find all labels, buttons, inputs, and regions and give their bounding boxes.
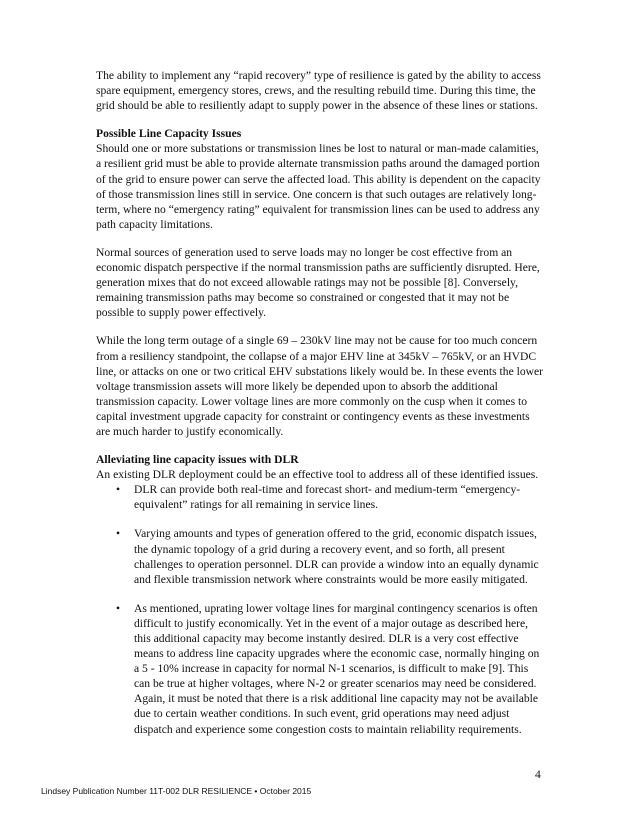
bullet-icon: • <box>116 483 121 497</box>
bullet-icon: • <box>116 601 121 615</box>
paragraph-long-term-outage: While the long term outage of a single 69 – 230kV line may not be cause for too much concern from a resiliency standpoint, the collapse of a major EHV line at 345kV – 765kV, or an HVDC line, or attacks on one or two critical EHV substations likely would be. In these events the lower voltage transmission assets will more likely be depended upon to absorb the additional transmission capacity. Lower voltage lines are more commonly on the cusp when it comes to capital investment upgrade capacity for constraint or contingency events as these investments are much harder to justify economically. <box>96 334 544 438</box>
bullet-list <box>96 482 544 736</box>
list-item <box>96 526 544 586</box>
page-footer: Lindsey Publication Number 11T-002 DLR RESILIENCE • October 2015 <box>41 786 312 796</box>
list-item-text: DLR can provide both real-time and forecast short- and medium-term “emergency-equivalent” ratings for all remaining in service lines. <box>134 483 521 512</box>
heading-alleviating-dlr: Alleviating line capacity issues with DLR <box>96 453 299 467</box>
bullet-icon: • <box>116 527 121 541</box>
paragraph-normal-generation: Normal sources of generation used to serve loads may no longer be cost effective from an economic dispatch perspective if the normal transmission paths are sufficiently disrupted. Here, generation mixes that do not exceed allowable ratings may not be possible [8]. Conversely, remaining transmission paths may become so constrained or congested that it may not be possible to supply power effectively. <box>96 245 540 320</box>
list-item <box>96 601 544 737</box>
heading-line-capacity-issues: Possible Line Capacity Issues <box>96 127 242 141</box>
list-item <box>96 482 544 512</box>
page-number: 4 <box>535 768 541 781</box>
paragraph-substations-lost: Should one or more substations or transmission lines be lost to natural or man-made calamities, a resilient grid must be able to provide alternate transmission paths around the damaged portion of the grid to ensure power can serve the affected load. This ability is dependent on the capacity of those transmission lines still in service. One concern is that such outages are relatively long-term, where no “emergency rating” equivalent for transmission lines can be used to address any path capacity limitations. <box>96 142 541 231</box>
page-body <box>96 68 544 737</box>
paragraph-rapid-recovery: The ability to implement any “rapid recovery” type of resilience is gated by the ability to access spare equipment, emergency stores, crews, and the resulting rebuild time. During this time, the grid should be able to resiliently adapt to supply power in the absence of these lines or stations. <box>96 69 541 113</box>
list-item-text: Varying amounts and types of generation offered to the grid, economic dispatch issues, the dynamic topology of a grid during a recovery event, and so forth, all present challenges to operation personnel. DLR can provide a window into an equally dynamic and flexible transmission network where constraints would be more easily mitigated. <box>134 527 539 586</box>
list-item-text: As mentioned, uprating lower voltage lines for marginal contingency scenarios is often difficult to justify economically. Yet in the event of a major outage as described here, this additional capacity may become instantly desired. DLR is a very cost effective means to address line capacity upgrades where the economic case, normally hinging on a 5 - 10% increase in capacity for normal N-1 scenarios, is difficult to make [9]. This can be true at higher voltages, where N-2 or greater scenarios may need be considered. Again, it must be noted that there is a risk additional line capacity may not be available due to certain weather conditions. In such event, grid operations may need adjust dispatch and experience some congestion costs to maintain reliability requirements. <box>134 601 540 736</box>
paragraph-dlr-deployment: An existing DLR deployment could be an effective tool to address all of these identified issues. <box>96 468 539 482</box>
